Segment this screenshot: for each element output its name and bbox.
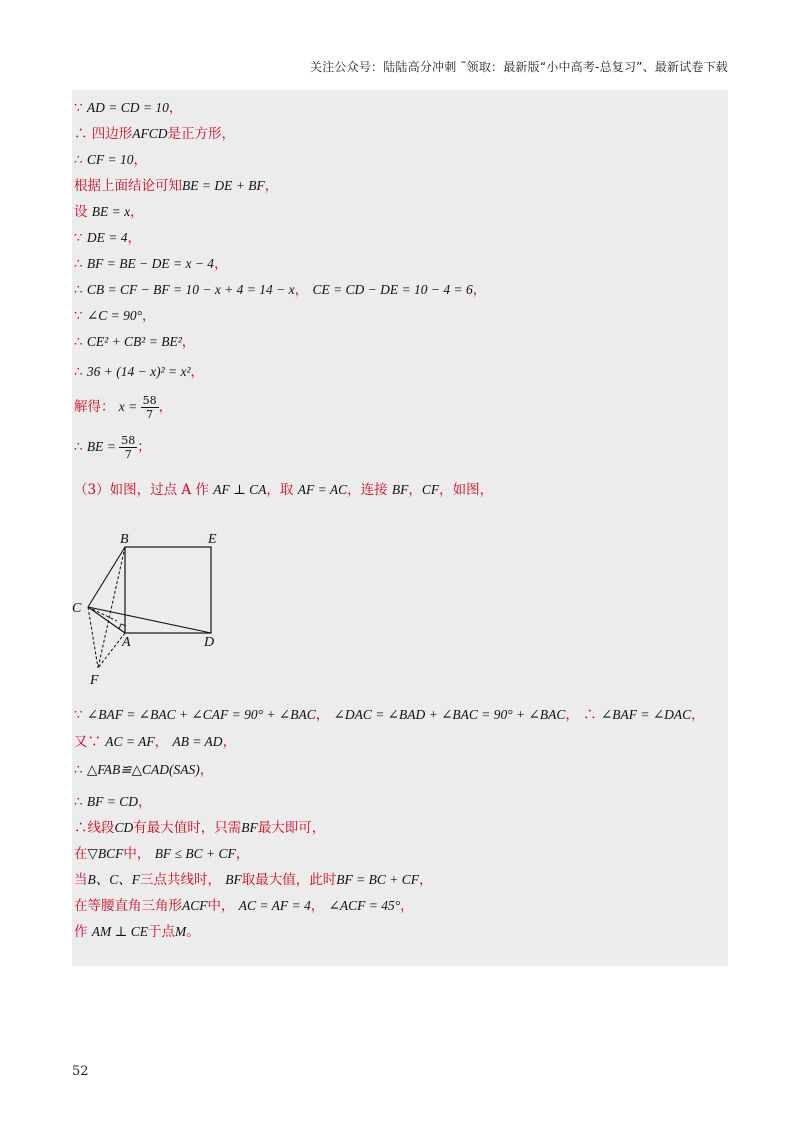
segment-CF-dashed (88, 607, 98, 668)
square-BEDA (125, 547, 211, 633)
line-5: 设 BE = x， (74, 204, 144, 220)
line-9: ∵ ∠C = 90°， (74, 308, 156, 324)
page-header: 关注公众号：陆陆高分冲刺 ˜领取：最新版“小中高考-总复习”、最新试卷下载 (310, 60, 728, 74)
geometry-figure (70, 525, 240, 690)
line-1: ∵ AD = CD = 10， (74, 100, 183, 116)
label-B: B (120, 532, 129, 547)
fraction: $\frac{58}{7}$ (142, 394, 157, 421)
line-6: ∵ DE = 4， (74, 230, 141, 246)
label-D: D (204, 635, 215, 650)
part3-intro: （3）如图，过点 A 作 AF ⊥ CA，取 AF = AC，连接 BF，CF，如图， (74, 482, 494, 498)
line2-1: ∵ ∠BAF = ∠BAC + ∠CAF = 90° + ∠BAC， ∠DAC = ∠BAD + ∠BAC = 90° + ∠BAC， ∴ ∠BAF = ∠DAC， (74, 707, 705, 723)
label-C: C (72, 601, 82, 616)
line2-4: ∴ BF = CD， (74, 794, 152, 810)
line-8: ∴ CB = CF − BF = 10 − x + 4 = 14 − x， CE = CD − DE = 10 − 4 = 6， (74, 282, 487, 298)
line-4: 根据上面结论可知BE = DE + BF， (74, 178, 279, 194)
label-E: E (208, 532, 217, 547)
line2-9: 作 AM ⊥ CE于点M。 (74, 924, 200, 940)
solve-line: 解得： x = $\frac{58}{7}$ ， (74, 394, 173, 421)
line-7: ∴ BF = BE − DE = x − 4， (74, 256, 228, 272)
label-F: F (90, 673, 99, 688)
line2-3: ∴ △FAB≌△CAD(SAS)， (74, 762, 214, 778)
label-A: A (122, 635, 131, 650)
line-10: ∴ CE² + CB² = BE²， (74, 334, 196, 350)
conclusion-line: ∴ BE = $\frac{58}{7}$ ； (74, 434, 151, 461)
line-3: ∴ CF = 10， (74, 152, 148, 168)
segment-BC (88, 547, 125, 607)
line2-7: 当B、C、F三点共线时， BF取最大值，此时BF = BC + CF， (74, 872, 433, 888)
line2-5: ∴线段CD有最大值时，只需BF最大即可， (74, 820, 326, 836)
fraction: $\frac{58}{7}$ (121, 434, 136, 461)
line-11: ∴ 36 + (14 − x)² = x²， (74, 364, 205, 380)
page-number: 52 (72, 1064, 89, 1079)
line2-6: 在▽BCF中， BF ≤ BC + CF， (74, 846, 250, 862)
line2-2: 又∵ AC = AF， AB = AD， (74, 734, 237, 750)
line-2: ∴ 四边形AFCD是正方形， (74, 126, 236, 142)
segment-CM-dashed (88, 607, 117, 621)
line2-8: 在等腰直角三角形ACF中， AC = AF = 4， ∠ACF = 45°， (74, 898, 414, 914)
